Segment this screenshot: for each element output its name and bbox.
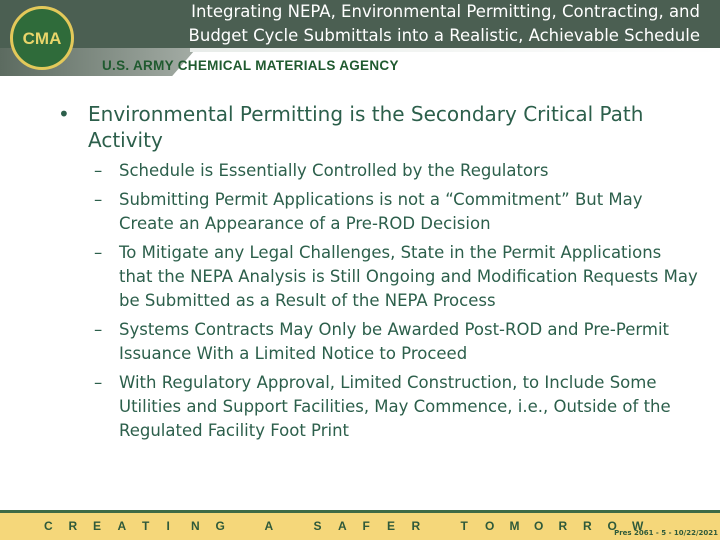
slogan-letter: O	[485, 519, 495, 533]
sub-bullet-item	[94, 318, 698, 366]
sub-bullet-text: Schedule is Essentially Controlled by the Regulators	[119, 161, 549, 180]
cma-logo	[10, 6, 74, 70]
slogan-letter: I	[166, 519, 170, 533]
slide-content	[58, 101, 698, 448]
agency-name: U.S. ARMY CHEMICAL MATERIALS AGENCY	[102, 58, 399, 73]
sub-bullet-text: Systems Contracts May Only be Awarded Post-ROD and Pre-Permit Issuance With a Limited Notice to Proceed	[119, 320, 670, 363]
slogan-letter: A	[338, 519, 347, 533]
dash-icon: –	[94, 243, 103, 262]
slogan-letter	[240, 519, 265, 533]
slogan-letter: R	[558, 519, 568, 533]
slide-title	[120, 0, 700, 48]
bullet-text: Environmental Permitting is the Secondary Critical Path Activity	[88, 102, 644, 152]
slogan-letter: O	[607, 519, 617, 533]
slogan	[44, 519, 664, 533]
title-line-1: Integrating NEPA, Environmental Permitting, Contracting, and	[191, 2, 700, 21]
slogan-letter: R	[68, 519, 78, 533]
header-divider	[190, 48, 720, 52]
sub-bullet-item	[94, 188, 698, 236]
sub-bullet-text: To Mitigate any Legal Challenges, State in the Permit Applications that the NEPA Analysis is Still Ongoing and Modification Requests May be Submitted as a Result of the NEPA Process	[119, 243, 698, 310]
slogan-letter: T	[460, 519, 468, 533]
slogan-letter	[436, 519, 461, 533]
slogan-letter: E	[387, 519, 396, 533]
sub-bullet-text: Submitting Permit Applications is not a “Commitment” But May Create an Appearance of a Pre-ROD Decision	[119, 190, 643, 233]
dash-icon: –	[94, 190, 103, 209]
logo-text: CMA	[22, 29, 62, 48]
sub-bullet-item	[94, 371, 698, 443]
slogan-letter: S	[313, 519, 322, 533]
sub-bullet-text: With Regulatory Approval, Limited Construction, to Include Some Utilities and Support Facilities, May Commence, i.e., Outside of the Regulated Facility Foot Print	[119, 373, 671, 440]
slogan-letter: A	[264, 519, 274, 533]
slogan-letter	[289, 519, 314, 533]
bullet-icon: •	[58, 102, 70, 126]
slogan-letter: M	[509, 519, 520, 533]
slogan-letter: N	[191, 519, 200, 533]
sub-bullet-item	[94, 241, 698, 313]
dash-icon: –	[94, 373, 103, 392]
slogan-letter: C	[44, 519, 53, 533]
slogan-letter: R	[411, 519, 421, 533]
slogan-letter: W	[632, 519, 644, 533]
footer	[0, 510, 720, 540]
slogan-letter: G	[215, 519, 225, 533]
slogan-letter: F	[362, 519, 370, 533]
dash-icon: –	[94, 320, 103, 339]
sub-bullet-item	[94, 159, 698, 183]
title-line-2: Budget Cycle Submittals into a Realistic, Achievable Schedule	[188, 26, 700, 45]
presentation-id: Pres 2061 - 5 - 10/22/2021	[614, 529, 718, 537]
slogan-letter: O	[534, 519, 544, 533]
slogan-letter: A	[117, 519, 127, 533]
slogan-letter: T	[142, 519, 150, 533]
dash-icon: –	[94, 161, 103, 180]
bullet-item	[58, 101, 698, 153]
slogan-letter: E	[93, 519, 102, 533]
slogan-letter: R	[583, 519, 592, 533]
